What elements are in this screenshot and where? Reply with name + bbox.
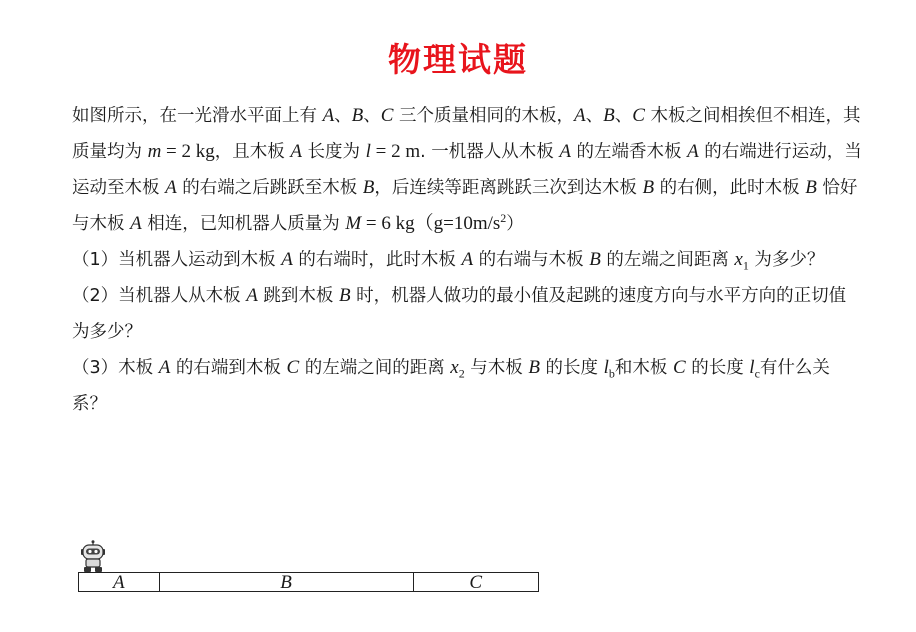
problem-text: [72, 98, 862, 422]
board-c: C: [413, 573, 538, 591]
boards-diagram: [70, 540, 550, 600]
board-b: B: [159, 573, 413, 591]
robot-icon: [78, 540, 108, 572]
board-a: A: [113, 572, 125, 593]
question-2: （2）当机器人从木板 A 跳到木板 B 时，机器人做功的最小值及起跳的速度方向与水平方向的正切值为多少？: [72, 285, 847, 342]
boards-row: [78, 572, 539, 592]
question-3: （3）木板 A 的右端到木板 C 的左端之间的距离 $x_2$ 与木板 B 的长度 $l_b$和木板 C 的长度 $l_c$有什么关系？: [72, 357, 830, 414]
page-title: 物理试题: [388, 40, 528, 79]
problem-intro: 如图所示，在一光滑水平面上有 A、B、C 三个质量相同的木板，A、B、C 木板之间相挨但不相连，其质量均为 m = 2 kg，且木板 A 长度为 l = 2 m. 一机器人从木板 A 的左端香木板 A 的右端进行运动，当运动至木板 A 的右端之后跳跃至木板 B，后连续等距离跳跃三次到达木板 B 的右侧，此时木板 B 恰好与木板 A 相连，已知机器人质量为 M = 6 $kg(g=10m/s^2)$: [72, 105, 862, 234]
question-1: （1）当机器人运动到木板 A 的右端时，此时木板 A 的右端与木板 B 的左端之间距离 $x_1$ 为多少？: [72, 249, 825, 273]
